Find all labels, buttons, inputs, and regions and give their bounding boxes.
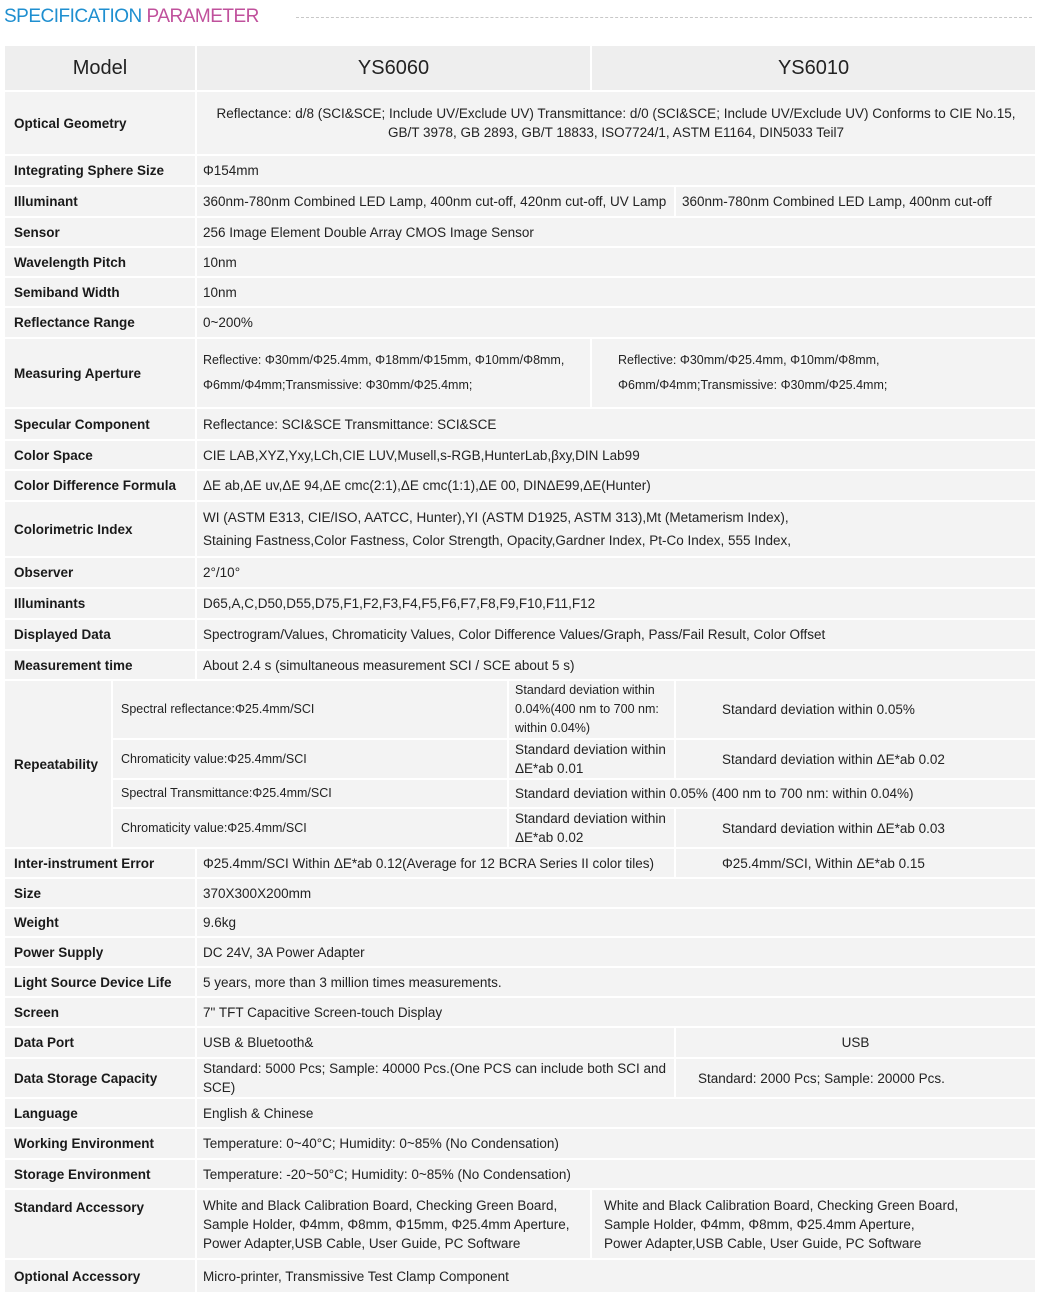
row-label: Working Environment [4,1128,196,1159]
row-value: Standard deviation within 0.05% (400 nm to 700 nm: within 0.04%) [508,779,1036,808]
row-label: Data Port [4,1027,196,1058]
table-row [4,338,1036,408]
row-label: Color Difference Formula [4,470,196,501]
table-header-row [4,45,1036,91]
ys6010-value: Standard deviation within 0.05% [675,680,1036,739]
specification-table [3,44,1037,1294]
row-label: Sensor [4,217,196,247]
table-row [4,277,1036,307]
row-value: 10nm [196,247,1036,277]
row-value: Φ154mm [196,155,1036,186]
section-title-bar [4,4,1052,30]
table-row [4,619,1036,650]
row-value: D65,A,C,D50,D55,D75,F1,F2,F3,F4,F5,F6,F7,F8,F9,F10,F11,F12 [196,588,1036,619]
table-row [4,739,1036,779]
table-row [4,650,1036,680]
row-value: 7" TFT Capacitive Screen-touch Display [196,997,1036,1027]
table-row [4,908,1036,937]
ys6060-value: Φ25.4mm/SCI Within ΔE*ab 0.12(Average for 12 BCRA Series II color tiles) [196,848,675,878]
row-value: Micro-printer, Transmissive Test Clamp Component [196,1259,1036,1293]
table-row [4,967,1036,997]
ys6060-value: USB & Bluetooth& [196,1027,675,1058]
row-value: DC 24V, 3A Power Adapter [196,937,1036,967]
row-value: About 2.4 s (simultaneous measurement SCI / SCE about 5 s) [196,650,1036,680]
table-row [4,1027,1036,1058]
row-value: CIE LAB,XYZ,Yxy,LCh,CIE LUV,Musell,s-RGB,HunterLab,βxy,DIN Lab99 [196,440,1036,470]
row-value: ΔE ab,ΔE uv,ΔE 94,ΔE cmc(2:1),ΔE cmc(1:1),ΔE 00, DINΔE99,ΔE(Hunter) [196,470,1036,501]
table-row [4,1098,1036,1128]
row-value: Reflectance: d/8 (SCI&SCE; Include UV/Exclude UV) Transmittance: d/0 (SCI&SCE; Include UV/Exclude UV) Conforms to CIE No.15, GB/T 3978, GB 2893, GB/T 18833, ISO7724/1, ASTM E1164, DIN5033 Teil7 [196,91,1036,155]
row-label: Specular Component [4,408,196,440]
table-row [4,1128,1036,1159]
table-row [4,217,1036,247]
row-value: Spectrogram/Values, Chromaticity Values, Color Difference Values/Graph, Pass/Fail Result, Color Offset [196,619,1036,650]
row-label: Illuminants [4,588,196,619]
ys6010-value: USB [675,1027,1036,1058]
row-label: Storage Environment [4,1159,196,1189]
row-label: Power Supply [4,937,196,967]
ys6010-value: Φ25.4mm/SCI, Within ΔE*ab 0.15 [675,848,1036,878]
ys6010-value: Reflective: Φ30mm/Φ25.4mm, Φ10mm/Φ8mm, Φ6mm/Φ4mm;Transmissive: Φ30mm/Φ25.4mm; [591,338,1036,408]
table-row [4,588,1036,619]
row-value: English & Chinese [196,1098,1036,1128]
ys6060-value: Standard deviation within ΔE*ab 0.02 [508,808,675,848]
row-label: Repeatability [4,680,112,848]
row-value: Temperature: -20~50°C; Humidity: 0~85% (No Condensation) [196,1159,1036,1189]
table-row [4,155,1036,186]
repeatability-sub-label: Spectral reflectance:Φ25.4mm/SCI [112,680,508,739]
row-label: Weight [4,908,196,937]
table-row [4,470,1036,501]
table-row [4,1159,1036,1189]
row-label: Optional Accessory [4,1259,196,1293]
header-ys6010: YS6010 [591,45,1036,91]
section-title: SPECIFICATION PARAMETER [4,6,259,27]
row-label: Standard Accessory [4,1189,196,1259]
ys6010-value: White and Black Calibration Board, Checking Green Board, Sample Holder, Φ4mm, Φ8mm, Φ25.4mm Aperture, Power Adapter,USB Cable, User Guide, PC Software [591,1189,1036,1259]
row-label: Wavelength Pitch [4,247,196,277]
row-label: Inter-instrument Error [4,848,196,878]
row-value: 5 years, more than 3 million times measurements. [196,967,1036,997]
repeatability-sub-label: Chromaticity value:Φ25.4mm/SCI [112,808,508,848]
table-row [4,307,1036,338]
table-row [4,848,1036,878]
row-label: Semiband Width [4,277,196,307]
row-value: Temperature: 0~40°C; Humidity: 0~85% (No Condensation) [196,1128,1036,1159]
row-label: Size [4,878,196,908]
table-row [4,557,1036,588]
table-row [4,1259,1036,1293]
row-label: Observer [4,557,196,588]
row-label: Light Source Device Life [4,967,196,997]
ys6060-value: 360nm-780nm Combined LED Lamp, 400nm cut-off, 420nm cut-off, UV Lamp [196,186,675,217]
row-value: 9.6kg [196,908,1036,937]
ys6060-value: Reflective: Φ30mm/Φ25.4mm, Φ18mm/Φ15mm, Φ10mm/Φ8mm, Φ6mm/Φ4mm;Transmissive: Φ30mm/Φ25.4mm; [196,338,591,408]
row-label: Language [4,1098,196,1128]
ys6010-value: Standard: 2000 Pcs; Sample: 20000 Pcs. [675,1058,1036,1098]
table-row [4,1058,1036,1098]
table-row [4,440,1036,470]
row-label: Measuring Aperture [4,338,196,408]
row-value: Reflectance: SCI&SCE Transmittance: SCI&SCE [196,408,1036,440]
repeatability-sub-label: Spectral Transmittance:Φ25.4mm/SCI [112,779,508,808]
table-row [4,878,1036,908]
repeatability-sub-label: Chromaticity value:Φ25.4mm/SCI [112,739,508,779]
table-row [4,186,1036,217]
header-model: Model [4,45,196,91]
table-row [4,91,1036,155]
table-row [4,501,1036,557]
table-row [4,779,1036,808]
row-label: Optical Geometry [4,91,196,155]
table-row [4,680,1036,739]
row-label: Data Storage Capacity [4,1058,196,1098]
row-value: 370X300X200mm [196,878,1036,908]
row-value: 10nm [196,277,1036,307]
row-value: WI (ASTM E313, CIE/ISO, AATCC, Hunter),YI (ASTM D1925, ASTM 313),Mt (Metamerism Index), Staining Fastness,Color Fastness, Color Strength, Opacity,Gardner Index, Pt-Co Index, 555 Index, [196,501,1036,557]
ys6060-value: Standard deviation within 0.04%(400 nm to 700 nm: within 0.04%) [508,680,675,739]
ys6010-value: Standard deviation within ΔE*ab 0.03 [675,808,1036,848]
ys6060-value: Standard: 5000 Pcs; Sample: 40000 Pcs.(One PCS can include both SCI and SCE) [196,1058,675,1098]
row-value: 256 Image Element Double Array CMOS Image Sensor [196,217,1036,247]
title-divider [296,17,1032,18]
row-label: Illuminant [4,186,196,217]
ys6060-value: Standard deviation within ΔE*ab 0.01 [508,739,675,779]
row-value: 0~200% [196,307,1036,338]
row-label: Reflectance Range [4,307,196,338]
row-label: Screen [4,997,196,1027]
row-value: 2°/10° [196,557,1036,588]
ys6010-value: Standard deviation within ΔE*ab 0.02 [675,739,1036,779]
ys6010-value: 360nm-780nm Combined LED Lamp, 400nm cut-off [675,186,1036,217]
table-row [4,408,1036,440]
table-row [4,808,1036,848]
ys6060-value: White and Black Calibration Board, Checking Green Board, Sample Holder, Φ4mm, Φ8mm, Φ15mm, Φ25.4mm Aperture, Power Adapter,USB Cable, User Guide, PC Software [196,1189,591,1259]
header-ys6060: YS6060 [196,45,591,91]
row-label: Displayed Data [4,619,196,650]
table-row [4,247,1036,277]
row-label: Color Space [4,440,196,470]
table-row [4,937,1036,967]
row-label: Measurement time [4,650,196,680]
table-row [4,997,1036,1027]
table-row [4,1189,1036,1259]
row-label: Colorimetric Index [4,501,196,557]
row-label: Integrating Sphere Size [4,155,196,186]
